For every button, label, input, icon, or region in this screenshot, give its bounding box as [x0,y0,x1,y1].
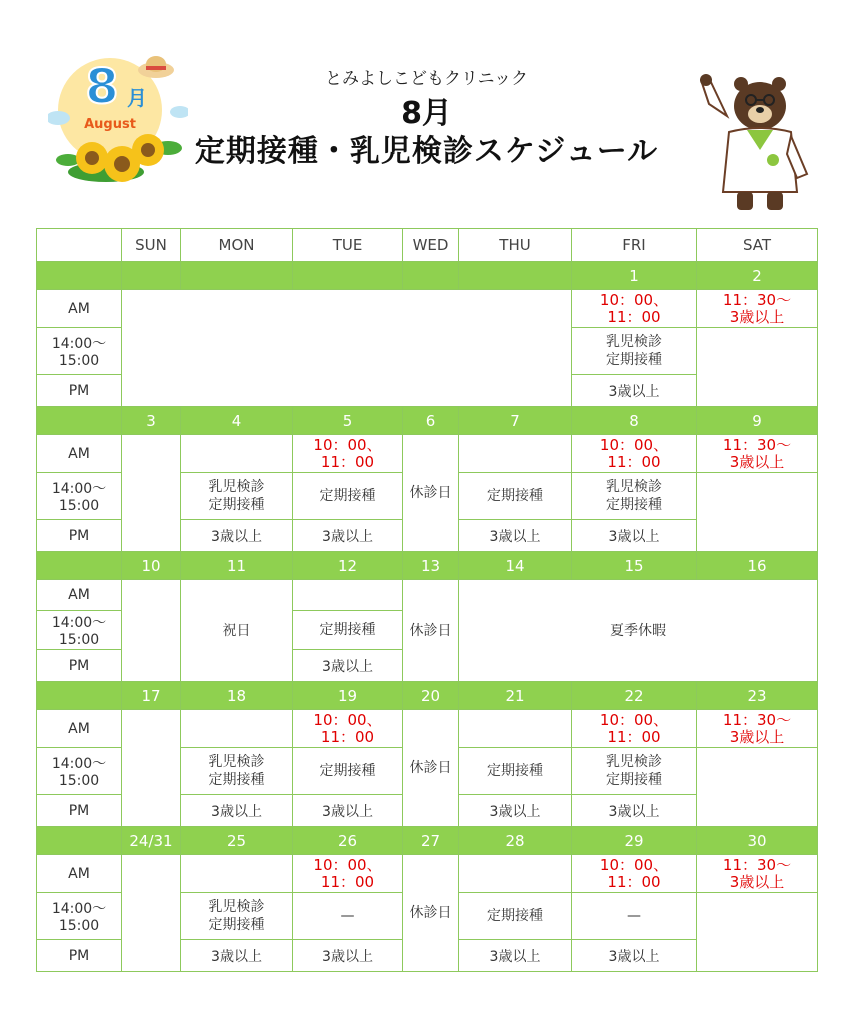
clinic-name: とみよしこどもクリニック [325,69,528,89]
empty-cell [181,710,293,748]
date-cell: 7 [459,407,572,435]
date-row [37,682,818,710]
date-cell: 9 [697,407,818,435]
date-cell: 12 [293,552,403,580]
empty-cell [122,580,181,682]
holiday-cell: 祝日 [181,580,293,682]
pm-label: PM [37,795,122,827]
pm-label: PM [37,520,122,552]
date-cell: 21 [459,682,572,710]
date-cell: 14 [459,552,572,580]
am-row [37,855,818,893]
slot-cell: 3歳以上 [293,795,403,827]
slot-cell [697,435,818,473]
slot-cell: — [293,893,403,940]
slot-cell: 3歳以上 [293,520,403,552]
date-cell: 19 [293,682,403,710]
page-title: 定期接種・乳児検診スケジュール [194,134,659,169]
empty-cell [293,580,403,611]
closed-day-cell: 休診日 [403,710,459,827]
date-cell: 4 [181,407,293,435]
day-of-week-row [37,229,818,262]
am-label: AM [37,710,122,748]
empty-cell [459,855,572,893]
date-cell: 27 [403,827,459,855]
slot-cell [572,855,697,893]
slot-cell: 3歳以上 [572,795,697,827]
date-cell [122,262,181,290]
slot-cell [293,710,403,748]
empty-cell [122,855,181,972]
am-row [37,290,818,328]
date-cell [459,262,572,290]
dow-wed: WED [403,229,459,262]
date-cell: 15 [572,552,697,580]
slot-time: 10：00、 11：00 [313,855,382,891]
slot-cell: 3歳以上 [459,940,572,972]
slot-cell [572,435,697,473]
date-cell: 3 [122,407,181,435]
am-label: AM [37,290,122,328]
date-cell: 17 [122,682,181,710]
empty-cell [122,435,181,552]
date-cell: 24/31 [122,827,181,855]
date-cell: 1 [572,262,697,290]
date-cell: 29 [572,827,697,855]
date-cell: 6 [403,407,459,435]
afternoon-label: 14:00～ 15:00 [37,893,122,940]
slot-cell: 定期接種 [459,748,572,795]
summer-vacation-cell: 夏季休暇 [459,580,818,682]
slot-cell: — [572,893,697,940]
dow-fri: FRI [572,229,697,262]
slot-cell [697,290,818,328]
slot-cell [572,290,697,328]
date-cell: 30 [697,827,818,855]
slot-time: 10：00、 11：00 [313,435,382,471]
pm-label: PM [37,375,122,407]
empty-cell [122,290,572,407]
dow-sun: SUN [122,229,181,262]
date-row [37,407,818,435]
slot-cell: 3歳以上 [459,795,572,827]
badge-month: 8 [85,59,119,115]
empty-cell [122,710,181,827]
date-row [37,827,818,855]
slot-time: 11：30～ 3歳以上 [722,855,792,891]
date-cell [293,262,403,290]
slot-cell [293,435,403,473]
svg-text:月: 月 [127,86,147,110]
slot-cell: 乳児検診 定期接種 [181,748,293,795]
slot-time: 10：00、 11：00 [599,290,669,326]
date-cell: 25 [181,827,293,855]
slot-cell: 3歳以上 [293,940,403,972]
slot-cell: 定期接種 [293,473,403,520]
am-label: AM [37,435,122,473]
date-cell: 13 [403,552,459,580]
pm-label: PM [37,940,122,972]
pm-label: PM [37,650,122,682]
slot-cell: 乳児検診 定期接種 [181,473,293,520]
slot-time: 11：30～ 3歳以上 [722,435,792,471]
slot-cell: 定期接種 [459,893,572,940]
date-cell [181,262,293,290]
empty-cell [181,855,293,893]
date-cell: 20 [403,682,459,710]
slot-cell: 3歳以上 [459,520,572,552]
month-heading: 8月 [401,96,452,131]
empty-cell [697,893,818,972]
schedule-table [36,228,818,972]
slot-cell: 3歳以上 [572,375,697,407]
empty-cell [181,435,293,473]
slot-cell: 乳児検診 定期接種 [572,748,697,795]
slot-cell [697,710,818,748]
corner-cell [37,229,122,262]
slot-time: 11：30～ 3歳以上 [722,710,792,746]
slot-cell: 定期接種 [293,748,403,795]
slot-cell: 3歳以上 [572,520,697,552]
date-cell: 2 [697,262,818,290]
closed-day-cell: 休診日 [403,855,459,972]
bear-doctor-mascot-icon [697,70,817,215]
date-cell: 22 [572,682,697,710]
slot-time: 11：30～ 3歳以上 [722,290,792,326]
slot-cell: 3歳以上 [181,520,293,552]
date-cell: 11 [181,552,293,580]
slot-cell: 定期接種 [459,473,572,520]
slot-cell: 3歳以上 [181,795,293,827]
slot-time: 10：00、 11：00 [599,435,669,471]
date-cell: 28 [459,827,572,855]
closed-day-cell: 休診日 [403,580,459,682]
date-cell [403,262,459,290]
date-cell: 18 [181,682,293,710]
empty-cell [459,435,572,473]
date-row [37,552,818,580]
am-label: AM [37,855,122,893]
afternoon-label: 14:00～ 15:00 [37,328,122,375]
dow-tue: TUE [293,229,403,262]
slot-cell: 乳児検診 定期接種 [572,473,697,520]
date-cell: 23 [697,682,818,710]
date-cell: 5 [293,407,403,435]
am-label: AM [37,580,122,611]
slot-time: 10：00、 11：00 [599,710,669,746]
afternoon-label: 14:00～ 15:00 [37,473,122,520]
empty-cell [697,328,818,407]
date-row [37,262,818,290]
empty-cell [697,473,818,552]
slot-cell: 定期接種 [293,611,403,650]
am-row [37,580,818,611]
slot-time: 10：00、 11：00 [599,855,669,891]
dow-mon: MON [181,229,293,262]
slot-cell [572,710,697,748]
slot-cell: 乳児検診 定期接種 [181,893,293,940]
am-row [37,710,818,748]
empty-cell [697,748,818,827]
closed-day-cell: 休診日 [403,435,459,552]
badge-month-en: August [84,117,136,132]
header [0,0,853,225]
afternoon-label: 14:00～ 15:00 [37,611,122,650]
slot-cell: 3歳以上 [293,650,403,682]
slot-time: 10：00、 11：00 [313,710,382,746]
empty-cell [459,710,572,748]
slot-cell [293,855,403,893]
slot-cell: 乳児検診 定期接種 [572,328,697,375]
dow-sat: SAT [697,229,818,262]
am-row [37,435,818,473]
date-cell: 16 [697,552,818,580]
date-cell: 10 [122,552,181,580]
slot-cell: 3歳以上 [572,940,697,972]
dow-thu: THU [459,229,572,262]
date-cell: 26 [293,827,403,855]
date-cell: 8 [572,407,697,435]
slot-cell [697,855,818,893]
afternoon-label: 14:00～ 15:00 [37,748,122,795]
slot-cell: 3歳以上 [181,940,293,972]
